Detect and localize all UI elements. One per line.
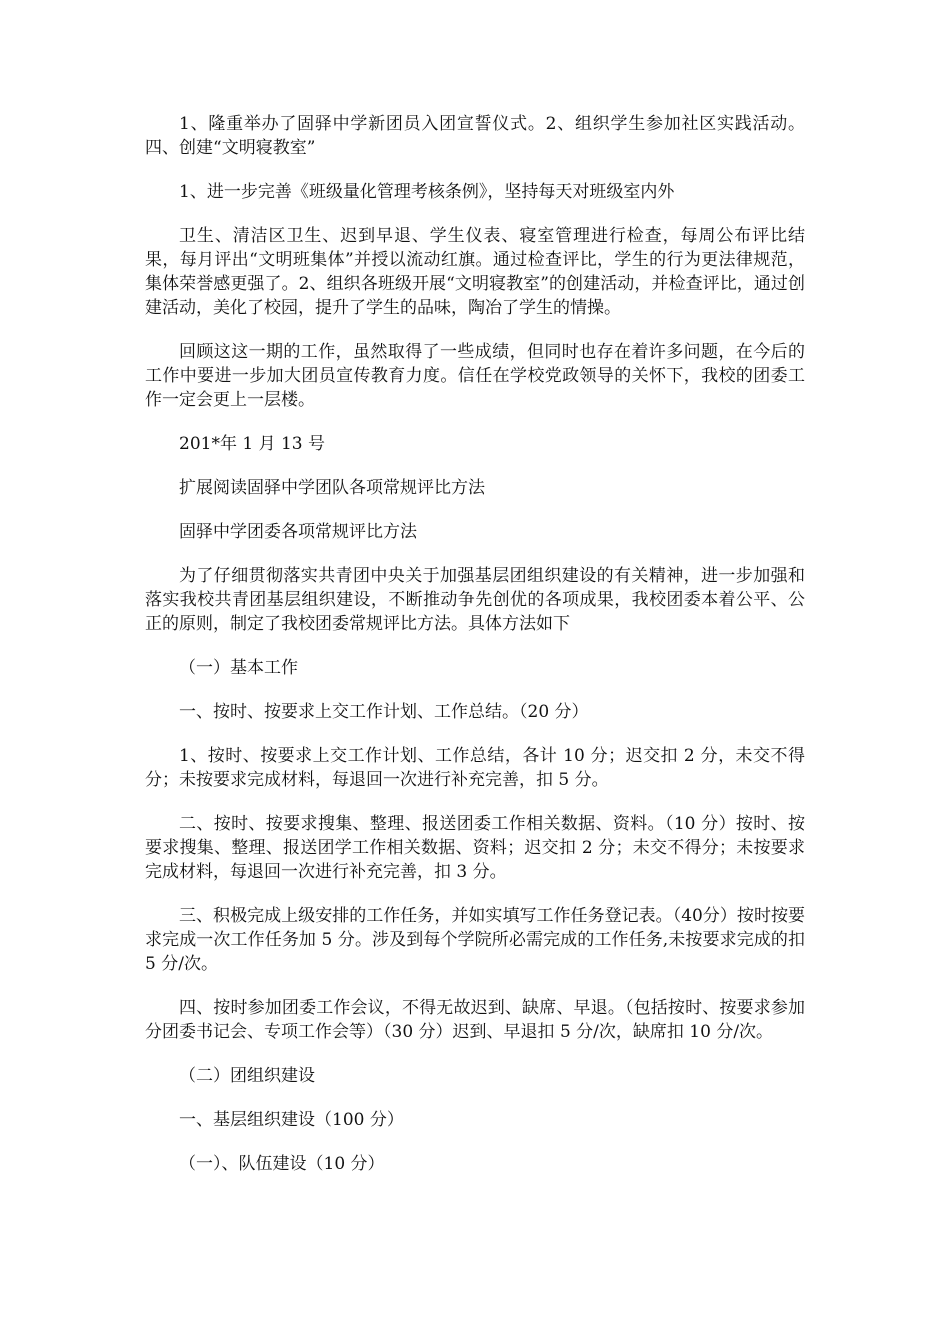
paragraph: 二、按时、按要求搜集、整理、报送团委工作相关数据、资料。（10 分）按时、按要求搜集、整理、报送团学工作相关数据、资料；迟交扣 2 分；未交不得分；未按要求完成材料，每退回一次进行补充完善，扣 3 分。 — [145, 814, 805, 882]
paragraph: 1、进一步完善《班级量化管理考核条例》，坚持每天对班级室内外 — [179, 182, 675, 202]
date-line: 201*年 1 月 13 号 — [179, 434, 326, 454]
paragraph: （一）、队伍建设（10 分） — [179, 1154, 385, 1174]
paragraph: 卫生、清洁区卫生、迟到早退、学生仪表、寝室管理进行检查，每周公布评比结果，每月评出“文明班集体”并授以流动红旗。通过检查评比，学生的行为更法律规范，集体荣誉感更强了。2、组织各班级开展“文明寝教室”的创建活动，并检查评比，通过创建活动，美化了校园，提升了学生的品味，陶冶了学生的情操。 — [145, 226, 805, 318]
paragraph: 1、隆重举办了固驿中学新团员入团宣誓仪式。2、组织学生参加社区实践活动。四、创建“文明寝教室” — [145, 114, 805, 158]
section-heading: 扩展阅读固驿中学团队各项常规评比方法 — [179, 478, 485, 498]
paragraph: 一、基层组织建设（100 分） — [179, 1110, 404, 1130]
paragraph: 1、按时、按要求上交工作计划、工作总结，各计 10 分；迟交扣 2 分，未交不得分；未按要求完成材料，每退回一次进行补充完善，扣 5 分。 — [145, 746, 805, 790]
paragraph: 一、按时、按要求上交工作计划、工作总结。（20 分） — [179, 702, 589, 722]
paragraph: 为了仔细贯彻落实共青团中央关于加强基层团组织建设的有关精神，进一步加强和落实我校共青团基层组织建设，不断推动争先创优的各项成果，我校团委本着公平、公正的原则，制定了我校团委常规评比方法。具体方法如下 — [145, 566, 805, 634]
paragraph: 回顾这这一期的工作，虽然取得了一些成绩，但同时也存在着许多问题，在今后的工作中要进一步加大团员宣传教育力度。信任在学校党政领导的关怀下，我校的团委工作一定会更上一层楼。 — [145, 342, 805, 410]
section-heading: （二）团组织建设 — [179, 1066, 315, 1086]
paragraph: 三、积极完成上级安排的工作任务，并如实填写工作任务登记表。（40分）按时按要求完成一次工作任务加 5 分。涉及到每个学院所必需完成的工作任务,未按要求完成的扣 5 分/次。 — [145, 906, 811, 974]
paragraph: 四、按时参加团委工作会议，不得无故迟到、缺席、早退。（包括按时、按要求参加分团委书记会、专项工作会等）（30 分）迟到、早退扣 5 分/次，缺席扣 10 分/次。 — [145, 998, 805, 1042]
section-heading: （一）基本工作 — [179, 658, 298, 678]
document-page — [145, 112, 811, 1196]
document-title: 固驿中学团委各项常规评比方法 — [179, 522, 417, 542]
